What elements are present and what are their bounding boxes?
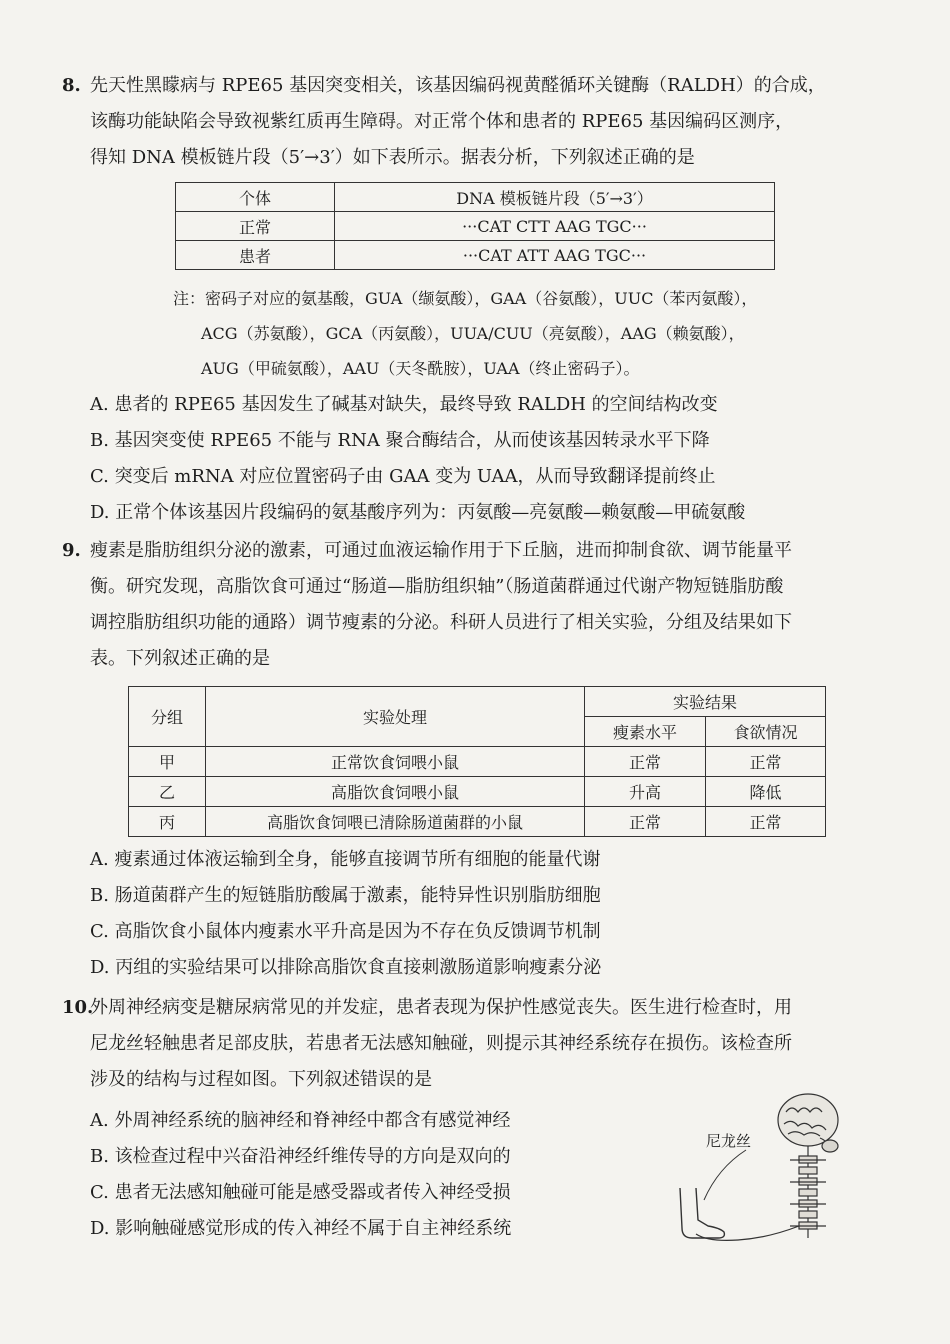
q8-note xyxy=(173,281,757,386)
q8-cell-normal: 正常 xyxy=(176,212,335,241)
spinal-cord-icon xyxy=(790,1146,826,1238)
q8-dna-table xyxy=(175,182,775,270)
q9-header-treatment: 实验处理 xyxy=(206,687,585,747)
brain-icon xyxy=(778,1094,838,1152)
q8-line-1: 8. 先天性黑矇病与 RPE65 基因突变相关，该基因编码视黄醛循环关键酶（RALDH）的合成， xyxy=(62,68,862,104)
q8-options xyxy=(62,387,862,531)
question-9 xyxy=(62,533,862,677)
table-row xyxy=(176,183,775,212)
q9-cell: 正常 xyxy=(706,807,826,837)
q9-cell: 升高 xyxy=(585,777,706,807)
q10-option-c[interactable]: C. 患者无法感知触碰可能是感受器或者传入神经受损 xyxy=(90,1182,511,1203)
q9-line-2: 衡。研究发现，高脂饮食可通过“肠道—脂肪组织轴”（肠道菌群通过代谢产物短链脂肪酸 xyxy=(90,576,784,597)
nylon-filament-label: 尼龙丝 xyxy=(706,1132,752,1150)
question-10 xyxy=(62,990,862,1098)
q9-option-c[interactable]: C. 高脂饮食小鼠体内瘦素水平升高是因为不存在负反馈调节机制 xyxy=(90,921,601,942)
q10-line-2: 尼龙丝轻触患者足部皮肤，若患者无法感知触碰，则提示其神经系统存在损伤。该检查所 xyxy=(90,1033,792,1054)
q9-cell: 正常 xyxy=(585,747,706,777)
q9-cell: 正常 xyxy=(585,807,706,837)
q8-option-a[interactable]: A. 患者的 RPE65 基因发生了碱基对缺失，最终导致 RALDH 的空间结构改变 xyxy=(90,394,718,415)
q9-options xyxy=(62,842,862,986)
q10-number: 10. xyxy=(62,997,94,1018)
q9-option-b[interactable]: B. 肠道菌群产生的短链脂肪酸属于激素，能特异性识别脂肪细胞 xyxy=(90,885,601,906)
q8-header-dna: DNA 模板链片段（5′→3′） xyxy=(335,183,775,212)
q10-option-b[interactable]: B. 该检查过程中兴奋沿神经纤维传导的方向是双向的 xyxy=(90,1146,511,1167)
q8-cell-normal-seq: ···CAT CTT AAG TGC··· xyxy=(335,212,775,241)
q10-line-3: 涉及的结构与过程如图。下列叙述错误的是 xyxy=(90,1069,432,1090)
q9-cell: 降低 xyxy=(706,777,826,807)
table-row xyxy=(129,777,826,807)
q9-number: 9. xyxy=(62,540,81,561)
q8-note-line-1: 注：密码子对应的氨基酸，GUA（缬氨酸），GAA（谷氨酸），UUC（苯丙氨酸）， xyxy=(173,289,758,308)
q8-option-b[interactable]: B. 基因突变使 RPE65 不能与 RNA 聚合酶结合，从而使该基因转录水平下降 xyxy=(90,430,710,451)
q10-options xyxy=(62,1103,622,1247)
q8-line-3: 得知 DNA 模板链片段（5′→3′）如下表所示。据表分析，下列叙述正确的是 xyxy=(90,147,695,168)
q9-cell: 甲 xyxy=(129,747,206,777)
q10-option-a[interactable]: A. 外周神经系统的脑神经和脊神经中都含有感觉神经 xyxy=(90,1110,511,1131)
q8-option-d[interactable]: D. 正常个体该基因片段编码的氨基酸序列为：丙氨酸—亮氨酸—赖氨酸—甲硫氨酸 xyxy=(90,502,746,523)
nylon-filament-icon xyxy=(704,1150,746,1200)
q8-line-2: 该酶功能缺陷会导致视紫红质再生障碍。对正常个体和患者的 RPE65 基因编码区测序， xyxy=(90,111,794,132)
q8-header-individual: 个体 xyxy=(176,183,335,212)
q8-cell-patient-seq: ···CAT ATT AAG TGC··· xyxy=(335,241,775,270)
foot-icon xyxy=(680,1188,724,1238)
table-row xyxy=(176,212,775,241)
nerve-figure xyxy=(668,1088,868,1248)
q10-line-1: 10.外周神经病变是糖尿病常见的并发症，患者表现为保护性感觉丧失。医生进行检查时，用 xyxy=(62,990,862,1026)
table-row xyxy=(129,747,826,777)
q9-cell: 正常 xyxy=(706,747,826,777)
q8-note-line-2: ACG（苏氨酸），GCA（丙氨酸），UUA/CUU（亮氨酸），AAG（赖氨酸）， xyxy=(201,324,745,343)
q9-line-4: 表。下列叙述正确的是 xyxy=(90,648,270,669)
q8-option-c[interactable]: C. 突变后 mRNA 对应位置密码子由 GAA 变为 UAA，从而导致翻译提前终止 xyxy=(90,466,716,487)
q9-experiment-table xyxy=(128,686,826,837)
q9-cell: 高脂饮食饲喂小鼠 xyxy=(206,777,585,807)
q8-cell-patient: 患者 xyxy=(176,241,335,270)
q9-header-leptin: 瘦素水平 xyxy=(585,717,706,747)
table-row xyxy=(129,807,826,837)
q10-option-d[interactable]: D. 影响触碰感觉形成的传入神经不属于自主神经系统 xyxy=(90,1218,512,1239)
q9-cell: 丙 xyxy=(129,807,206,837)
q9-line-3: 调控脂肪组织功能的通路）调节瘦素的分泌。科研人员进行了相关实验，分组及结果如下 xyxy=(90,612,792,633)
q9-cell: 高脂饮食饲喂已清除肠道菌群的小鼠 xyxy=(206,807,585,837)
q9-option-d[interactable]: D. 丙组的实验结果可以排除高脂饮食直接刺激肠道影响瘦素分泌 xyxy=(90,957,602,978)
q9-cell: 正常饮食饲喂小鼠 xyxy=(206,747,585,777)
table-row xyxy=(176,241,775,270)
q9-header-group: 分组 xyxy=(129,687,206,747)
q8-number: 8. xyxy=(62,75,81,96)
q9-line-1: 9. 瘦素是脂肪组织分泌的激素，可通过血液运输作用于下丘脑，进而抑制食欲、调节能量平 xyxy=(62,533,862,569)
q9-header-result: 实验结果 xyxy=(585,687,826,717)
question-8 xyxy=(62,68,862,176)
brain-spine-foot-illustration xyxy=(668,1088,868,1248)
q8-note-line-3: AUG（甲硫氨酸），AAU（天冬酰胺），UAA（终止密码子）。 xyxy=(201,359,640,378)
table-row xyxy=(129,687,826,717)
q9-cell: 乙 xyxy=(129,777,206,807)
q9-header-appetite: 食欲情况 xyxy=(706,717,826,747)
q9-option-a[interactable]: A. 瘦素通过体液运输到全身，能够直接调节所有细胞的能量代谢 xyxy=(90,849,601,870)
